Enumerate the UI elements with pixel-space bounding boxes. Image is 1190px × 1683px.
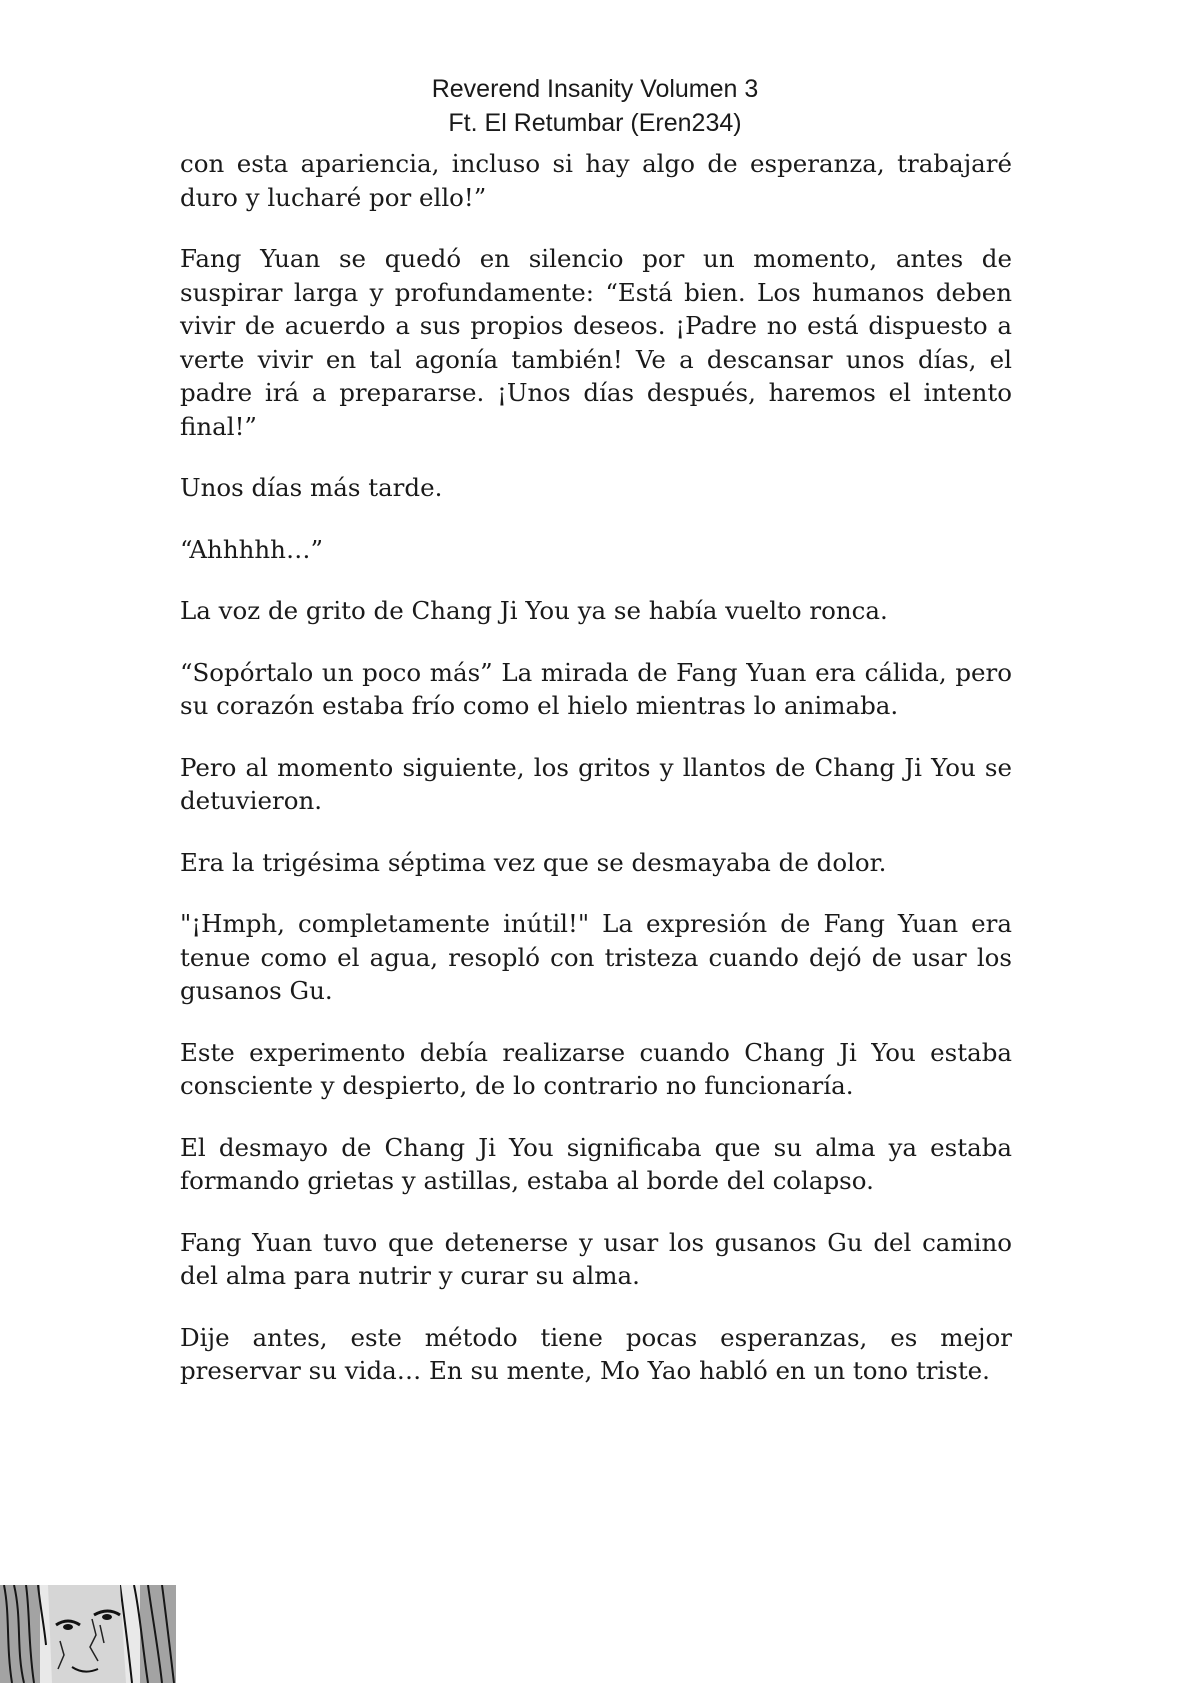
manga-face-sketch (0, 1585, 176, 1683)
manga-portrait-image (0, 1585, 176, 1683)
paragraph: Era la trigésima séptima vez que se desmayaba de dolor. (180, 847, 887, 877)
paragraph: con esta apariencia, incluso si hay algo de esperanza, trabajaré duro y lucharé por ello!” (180, 149, 1012, 212)
paragraph: “Ahhhhh…” (180, 534, 323, 564)
paragraph: Pero al momento siguiente, los gritos y llantos de Chang Ji You se detuvieron. (180, 752, 1012, 815)
paragraph: La voz de grito de Chang Ji You ya se había vuelto ronca. (180, 596, 888, 625)
paragraph: “Sopórtalo un poco más” La mirada de Fang Yuan era cálida, pero su corazón estaba frío como el hielo mientras lo animaba. (180, 657, 1012, 720)
paragraph: "¡Hmph, completamente inútil!" La expresión de Fang Yuan era tenue como el agua, resopló con tristeza cuando dejó de usar los gusanos Gu. (180, 909, 1012, 1005)
header-title: Reverend Insanity Volumen 3 (431, 75, 759, 103)
paragraph: Fang Yuan tuvo que detenerse y usar los gusanos Gu del camino del alma para nutrir y curar su alma. (180, 1227, 1012, 1290)
paragraph: El desmayo de Chang Ji You significaba que su alma ya estaba formando grietas y astillas, estaba al borde del colapso. (180, 1132, 1012, 1195)
header-credit: Ft. El Retumbar (Eren234) (448, 109, 742, 137)
page-header (0, 72, 1190, 140)
paragraph: Unos días más tarde. (180, 473, 443, 502)
paragraph: Dije antes, este método tiene pocas esperanzas, es mejor preservar su vida… En su mente, Mo Yao habló en un tono triste. (180, 1322, 1012, 1385)
body-text (180, 147, 1012, 1416)
paragraph: Fang Yuan se quedó en silencio por un momento, antes de suspirar larga y profundamente: “Está bien. Los humanos deben vivir de acuerdo a sus propios deseos. ¡Padre no está dispuesto a verte vivir en tal agonía también! Ve a descansar unos días, el padre irá a prepararse. ¡Unos días después, haremos el intento final!” (180, 244, 1012, 441)
paragraph: Este experimento debía realizarse cuando Chang Ji You estaba consciente y despierto, de lo contrario no funcionaría. (180, 1037, 1012, 1100)
